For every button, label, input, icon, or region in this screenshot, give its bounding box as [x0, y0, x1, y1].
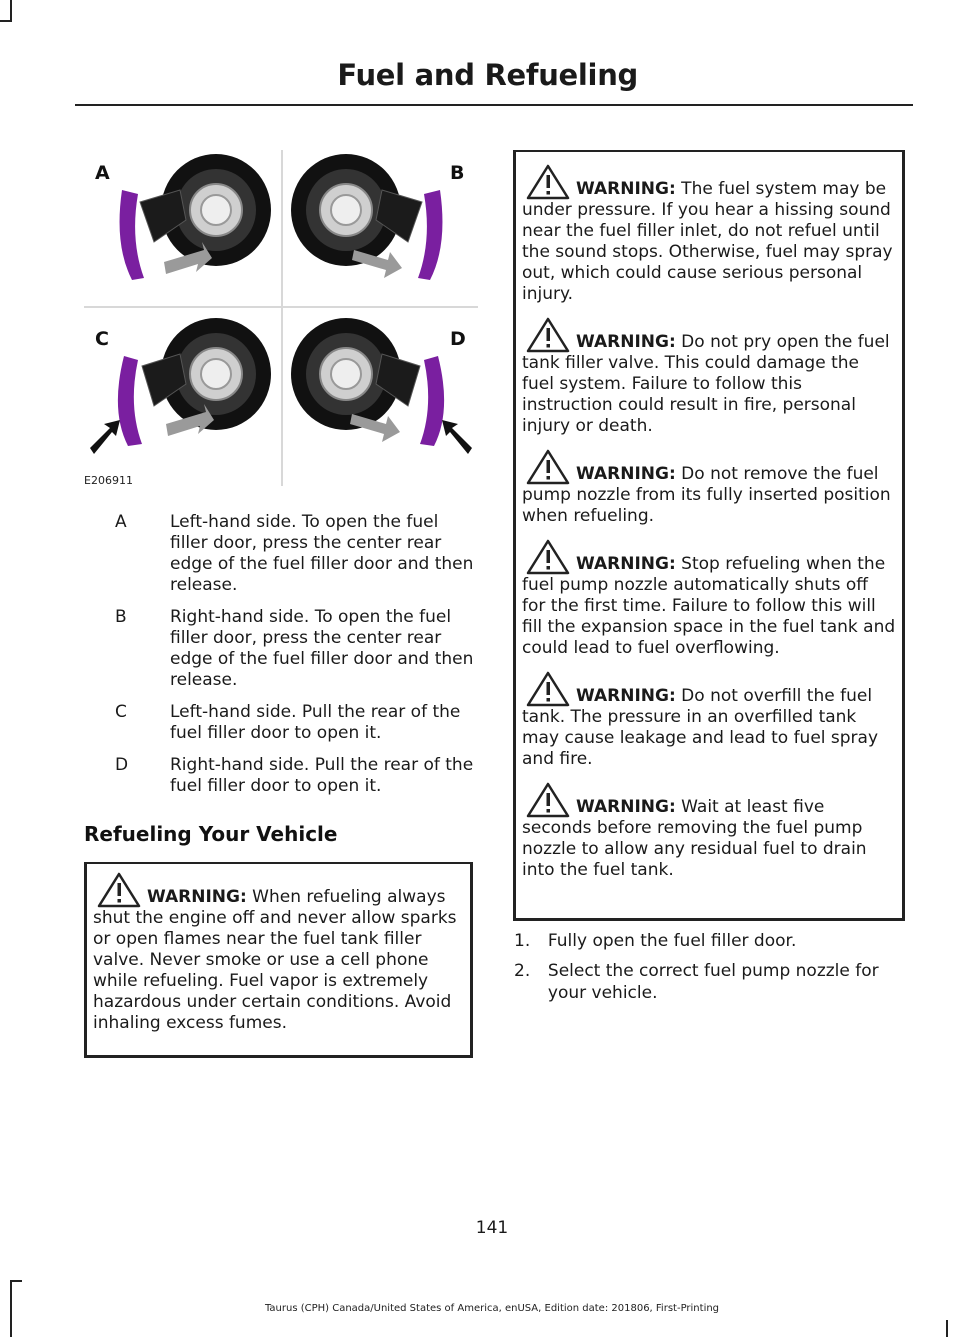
crop-mark-top-left-h — [0, 20, 12, 22]
warning-item — [93, 872, 464, 1034]
warning-item — [522, 317, 896, 437]
legend-key: D — [115, 755, 129, 775]
panel-letter-c: C — [95, 328, 109, 350]
legend-key: C — [115, 702, 127, 722]
warning-text: Do not overfill the fuel tank. The pressure in an overfilled tank may cause leakage and lead to fuel spray and fire. — [522, 686, 879, 769]
warning-text: Wait at least five seconds before removing the fuel pump nozzle to allow any residual fuel to drain into the fuel tank. — [522, 797, 867, 880]
warning-triangle-icon — [524, 317, 576, 353]
warning-heading: WARNING: — [576, 179, 676, 199]
warning-triangle-icon — [524, 449, 576, 485]
warning-item — [522, 782, 896, 881]
legend-row — [84, 512, 474, 596]
step-number: 2. — [514, 961, 531, 981]
crop-mark-bottom-left-h — [10, 1280, 22, 1282]
warning-heading: WARNING: — [576, 686, 676, 706]
warning-triangle-icon — [524, 539, 576, 575]
section-heading: Refueling Your Vehicle — [84, 822, 338, 846]
legend-text: Left-hand side. Pull the rear of the fuel filler door to open it. — [170, 702, 461, 743]
warning-triangle-icon — [524, 782, 576, 818]
fuel-door-left-press-illustration — [84, 150, 274, 300]
warning-box-left — [84, 862, 473, 1058]
warning-heading: WARNING: — [576, 797, 676, 817]
warning-triangle-icon — [95, 872, 147, 908]
legend-key: A — [115, 512, 127, 532]
figure-divider-horizontal — [84, 306, 478, 308]
warning-box-right — [513, 150, 905, 921]
figure-legend — [84, 512, 474, 808]
warning-heading: WARNING: — [576, 464, 676, 484]
crop-mark-top-left-v — [10, 0, 12, 22]
warning-text: Do not remove the fuel pump nozzle from its fully inserted position when refueling. — [522, 464, 891, 526]
legend-key: B — [115, 607, 127, 627]
figure-panel-d — [288, 316, 478, 466]
figure-panel-b — [288, 150, 478, 300]
warning-item — [522, 539, 896, 659]
warning-text: Stop refueling when the fuel pump nozzle automatically shuts off for the first time. Failure to follow this will fill the expansion space in the fuel tank and could lead to fuel overflowing. — [522, 554, 896, 658]
step-item — [513, 930, 907, 952]
legend-text: Right-hand side. To open the fuel filler door, press the center rear edge of the fuel filler door and then release. — [170, 607, 474, 690]
step-item — [513, 960, 907, 1004]
header-rule — [75, 104, 913, 106]
warning-heading: WARNING: — [576, 554, 676, 574]
warning-text: The fuel system may be under pressure. If you hear a hissing sound near the fuel filler inlet, do not refuel until the sound stops. Otherwise, fuel may spray out, which could cause serious personal injury. — [522, 179, 893, 304]
step-number: 1. — [514, 931, 531, 951]
warning-heading: WARNING: — [147, 887, 247, 907]
warning-item — [522, 164, 896, 305]
legend-text: Left-hand side. To open the fuel filler door, press the center rear edge of the fuel filler door and then release. — [170, 512, 474, 595]
warning-triangle-icon — [524, 671, 576, 707]
panel-letter-d: D — [450, 328, 466, 350]
legend-row — [84, 702, 474, 744]
figure-divider-vertical — [281, 150, 283, 486]
page-number: 141 — [475, 1218, 509, 1238]
warning-heading: WARNING: — [576, 332, 676, 352]
figure-panel-a — [84, 150, 274, 300]
warning-text: When refueling always shut the engine off and never allow sparks or open flames near the fuel tank filler valve. Never smoke or use a cell phone while refueling. Fuel vapor is extremely hazardous under certain conditions. Avoid inhaling excess fumes. — [93, 887, 457, 1033]
page-footer: Taurus (CPH) Canada/United States of America, enUSA, Edition date: 201806, First-Printing — [264, 1303, 720, 1314]
figure-code: E206911 — [84, 474, 133, 487]
warning-text: Do not pry open the fuel tank filler valve. This could damage the fuel system. Failure to follow this instruction could result in fire, personal injury or death. — [522, 332, 890, 436]
panel-letter-a: A — [95, 162, 110, 184]
legend-row — [84, 607, 474, 691]
figure-panel-c — [84, 316, 274, 466]
fuel-door-left-pull-illustration — [84, 316, 274, 466]
page-title: Fuel and Refueling — [337, 58, 638, 92]
warning-item — [522, 671, 896, 770]
refueling-steps — [513, 930, 907, 1012]
warning-item — [522, 449, 896, 527]
legend-text: Right-hand side. Pull the rear of the fuel filler door to open it. — [170, 755, 474, 796]
legend-row — [84, 755, 474, 797]
warning-triangle-icon — [524, 164, 576, 200]
panel-letter-b: B — [450, 162, 465, 184]
step-text: Fully open the fuel filler door. — [547, 931, 797, 951]
crop-mark-bottom-right-v — [946, 1320, 948, 1337]
fuel-door-figure — [84, 150, 480, 490]
step-text: Select the correct fuel pump nozzle for your vehicle. — [547, 961, 879, 1003]
